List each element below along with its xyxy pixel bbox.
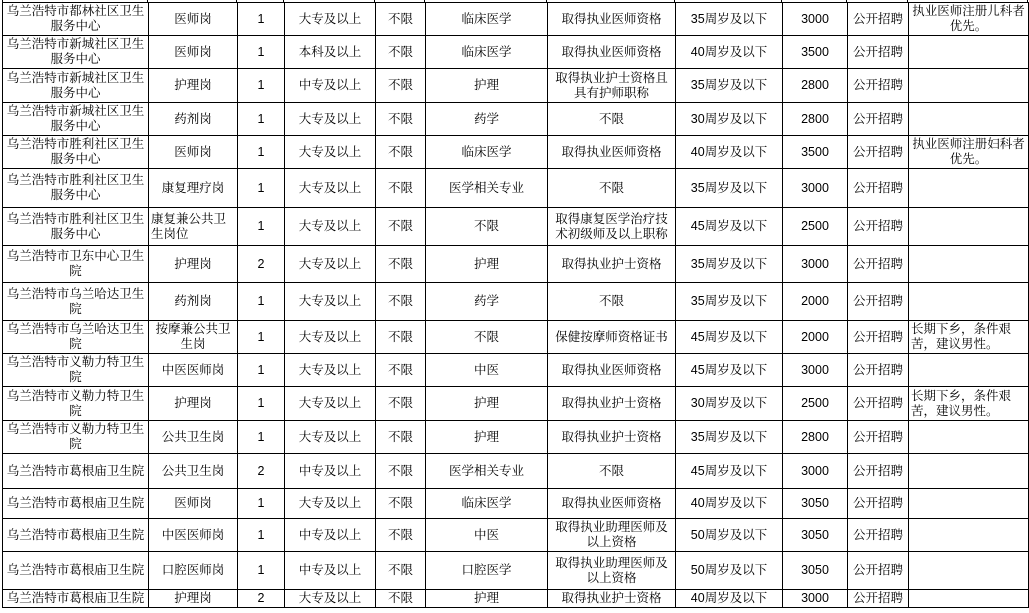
cell-age-limit: 35周岁及以下 <box>676 3 783 36</box>
cell-limit: 不限 <box>376 136 426 169</box>
cell-qualification: 取得执业医师资格 <box>548 3 676 36</box>
cell-post: 医师岗 <box>149 3 238 36</box>
cell-limit: 不限 <box>376 454 426 489</box>
cell-remark <box>909 208 1029 246</box>
cell-post: 护理岗 <box>149 69 238 103</box>
cell-post: 医师岗 <box>149 136 238 169</box>
cell-salary: 3000 <box>783 354 848 387</box>
cell-method: 公开招聘 <box>848 169 909 208</box>
cell-salary: 3050 <box>783 519 848 552</box>
cell-age-limit: 45周岁及以下 <box>676 354 783 387</box>
cell-method: 公开招聘 <box>848 36 909 69</box>
cell-education: 中专及以上 <box>285 454 376 489</box>
cell-headcount: 1 <box>238 489 285 519</box>
cell-method: 公开招聘 <box>848 421 909 454</box>
cell-remark <box>909 519 1029 552</box>
cell-salary: 2500 <box>783 387 848 421</box>
cell-major: 护理 <box>426 69 548 103</box>
cell-unit: 乌兰浩特市胜利社区卫生服务中心 <box>3 169 149 208</box>
cell-unit: 乌兰浩特市新城社区卫生服务中心 <box>3 36 149 69</box>
cell-limit: 不限 <box>376 103 426 136</box>
cell-qualification: 保健按摩师资格证书 <box>548 321 676 354</box>
cell-post: 中医医师岗 <box>149 519 238 552</box>
cell-post: 医师岗 <box>149 36 238 69</box>
table-row <box>3 36 1029 69</box>
cell-age-limit: 45周岁及以下 <box>676 454 783 489</box>
cell-education: 中专及以上 <box>285 519 376 552</box>
cell-salary: 2000 <box>783 283 848 321</box>
cell-headcount: 1 <box>238 208 285 246</box>
cell-major: 护理 <box>426 590 548 608</box>
cell-salary: 3500 <box>783 136 848 169</box>
cell-age-limit: 35周岁及以下 <box>676 283 783 321</box>
cell-post: 护理岗 <box>149 590 238 608</box>
cell-headcount: 1 <box>238 421 285 454</box>
cell-method: 公开招聘 <box>848 590 909 608</box>
cell-qualification: 不限 <box>548 169 676 208</box>
cell-headcount: 1 <box>238 387 285 421</box>
cell-headcount: 1 <box>238 283 285 321</box>
table-row <box>3 387 1029 421</box>
table-row <box>3 421 1029 454</box>
cell-major: 临床医学 <box>426 489 548 519</box>
cell-remark <box>909 103 1029 136</box>
cell-unit: 乌兰浩特市义勒力特卫生院 <box>3 354 149 387</box>
cell-method: 公开招聘 <box>848 246 909 283</box>
cell-headcount: 1 <box>238 3 285 36</box>
cell-age-limit: 50周岁及以下 <box>676 519 783 552</box>
cropped-row-above <box>2 0 1029 2</box>
cell-salary: 2800 <box>783 103 848 136</box>
cell-age-limit: 40周岁及以下 <box>676 136 783 169</box>
cell-qualification: 取得执业护士资格 <box>548 246 676 283</box>
cell-major: 临床医学 <box>426 36 548 69</box>
cell-headcount: 2 <box>238 454 285 489</box>
cell-qualification: 不限 <box>548 283 676 321</box>
cell-limit: 不限 <box>376 321 426 354</box>
table-row <box>3 246 1029 283</box>
cell-qualification: 取得执业医师资格 <box>548 36 676 69</box>
cell-post: 药剂岗 <box>149 103 238 136</box>
cell-limit: 不限 <box>376 552 426 590</box>
table-row <box>3 590 1029 608</box>
cell-headcount: 1 <box>238 169 285 208</box>
cell-limit: 不限 <box>376 489 426 519</box>
cell-post: 康复理疗岗 <box>149 169 238 208</box>
cell-education: 大专及以上 <box>285 208 376 246</box>
cell-remark: 长期下乡，条件艰苦，建议男性。 <box>909 321 1029 354</box>
cell-age-limit: 45周岁及以下 <box>676 321 783 354</box>
cell-post: 公共卫生岗 <box>149 454 238 489</box>
cell-major: 不限 <box>426 321 548 354</box>
cell-method: 公开招聘 <box>848 69 909 103</box>
cell-education: 大专及以上 <box>285 489 376 519</box>
cell-method: 公开招聘 <box>848 454 909 489</box>
cell-headcount: 1 <box>238 552 285 590</box>
table-row <box>3 354 1029 387</box>
cell-unit: 乌兰浩特市卫东中心卫生院 <box>3 246 149 283</box>
cell-remark <box>909 454 1029 489</box>
cell-major: 医学相关专业 <box>426 454 548 489</box>
cell-qualification: 取得执业护士资格 <box>548 421 676 454</box>
cell-unit: 乌兰浩特市葛根庙卫生院 <box>3 590 149 608</box>
cell-age-limit: 40周岁及以下 <box>676 590 783 608</box>
cell-qualification: 取得执业助理医师及以上资格 <box>548 552 676 590</box>
cell-remark <box>909 36 1029 69</box>
cell-limit: 不限 <box>376 421 426 454</box>
table-row <box>3 136 1029 169</box>
recruitment-positions-table <box>2 2 1029 608</box>
cell-limit: 不限 <box>376 69 426 103</box>
cell-major: 临床医学 <box>426 136 548 169</box>
cell-education: 大专及以上 <box>285 3 376 36</box>
cell-headcount: 1 <box>238 36 285 69</box>
cell-education: 大专及以上 <box>285 421 376 454</box>
cell-remark <box>909 552 1029 590</box>
cell-age-limit: 45周岁及以下 <box>676 208 783 246</box>
cell-education: 大专及以上 <box>285 136 376 169</box>
cell-limit: 不限 <box>376 169 426 208</box>
cell-headcount: 1 <box>238 69 285 103</box>
cell-qualification: 不限 <box>548 103 676 136</box>
cell-remark <box>909 590 1029 608</box>
cell-education: 中专及以上 <box>285 69 376 103</box>
cell-salary: 3000 <box>783 3 848 36</box>
table-row <box>3 169 1029 208</box>
table-body <box>3 3 1029 608</box>
cell-age-limit: 40周岁及以下 <box>676 36 783 69</box>
cell-method: 公开招聘 <box>848 519 909 552</box>
cell-remark: 执业医师注册儿科者优先。 <box>909 3 1029 36</box>
table-row <box>3 321 1029 354</box>
cell-post: 护理岗 <box>149 387 238 421</box>
cell-limit: 不限 <box>376 354 426 387</box>
cell-unit: 乌兰浩特市葛根庙卫生院 <box>3 454 149 489</box>
cell-major: 口腔医学 <box>426 552 548 590</box>
cell-remark <box>909 69 1029 103</box>
cell-headcount: 1 <box>238 519 285 552</box>
cell-salary: 2000 <box>783 321 848 354</box>
cell-unit: 乌兰浩特市葛根庙卫生院 <box>3 552 149 590</box>
cell-method: 公开招聘 <box>848 208 909 246</box>
cell-method: 公开招聘 <box>848 321 909 354</box>
table-row <box>3 3 1029 36</box>
cell-remark <box>909 354 1029 387</box>
cell-unit: 乌兰浩特市乌兰哈达卫生院 <box>3 321 149 354</box>
cell-salary: 3000 <box>783 454 848 489</box>
cell-limit: 不限 <box>376 387 426 421</box>
cell-unit: 乌兰浩特市乌兰哈达卫生院 <box>3 283 149 321</box>
cell-unit: 乌兰浩特市新城社区卫生服务中心 <box>3 103 149 136</box>
cell-post: 中医医师岗 <box>149 354 238 387</box>
cell-salary: 3500 <box>783 36 848 69</box>
cell-remark <box>909 489 1029 519</box>
cell-education: 中专及以上 <box>285 552 376 590</box>
cell-remark <box>909 169 1029 208</box>
cell-major: 不限 <box>426 208 548 246</box>
cell-major: 医学相关专业 <box>426 169 548 208</box>
cell-age-limit: 35周岁及以下 <box>676 246 783 283</box>
cell-salary: 2800 <box>783 69 848 103</box>
cell-unit: 乌兰浩特市葛根庙卫生院 <box>3 489 149 519</box>
cell-post: 医师岗 <box>149 489 238 519</box>
cell-headcount: 1 <box>238 103 285 136</box>
cell-unit: 乌兰浩特市义勒力特卫生院 <box>3 421 149 454</box>
table-row <box>3 103 1029 136</box>
cell-salary: 2500 <box>783 208 848 246</box>
cell-headcount: 2 <box>238 590 285 608</box>
cell-post: 护理岗 <box>149 246 238 283</box>
cell-remark: 长期下乡，条件艰苦，建议男性。 <box>909 387 1029 421</box>
cell-age-limit: 40周岁及以下 <box>676 489 783 519</box>
cell-major: 中医 <box>426 519 548 552</box>
table-row <box>3 489 1029 519</box>
cell-salary: 3000 <box>783 169 848 208</box>
cell-method: 公开招聘 <box>848 489 909 519</box>
cell-age-limit: 30周岁及以下 <box>676 103 783 136</box>
cell-major: 护理 <box>426 246 548 283</box>
cell-method: 公开招聘 <box>848 103 909 136</box>
cell-headcount: 1 <box>238 354 285 387</box>
cell-major: 中医 <box>426 354 548 387</box>
cell-unit: 乌兰浩特市都林社区卫生服务中心 <box>3 3 149 36</box>
table-row <box>3 552 1029 590</box>
cell-major: 临床医学 <box>426 3 548 36</box>
cell-education: 大专及以上 <box>285 169 376 208</box>
cell-major: 护理 <box>426 387 548 421</box>
cell-qualification: 取得执业助理医师及以上资格 <box>548 519 676 552</box>
cell-education: 大专及以上 <box>285 283 376 321</box>
cell-remark <box>909 283 1029 321</box>
cell-limit: 不限 <box>376 519 426 552</box>
cell-age-limit: 50周岁及以下 <box>676 552 783 590</box>
cell-post: 康复兼公共卫生岗位 <box>149 208 238 246</box>
cell-qualification: 取得执业医师资格 <box>548 136 676 169</box>
cell-method: 公开招聘 <box>848 3 909 36</box>
cell-qualification: 取得执业医师资格 <box>548 489 676 519</box>
cell-qualification: 取得执业护士资格且具有护师职称 <box>548 69 676 103</box>
cell-unit: 乌兰浩特市胜利社区卫生服务中心 <box>3 136 149 169</box>
cell-age-limit: 35周岁及以下 <box>676 421 783 454</box>
cell-qualification: 不限 <box>548 454 676 489</box>
cell-major: 药学 <box>426 283 548 321</box>
cell-salary: 2800 <box>783 421 848 454</box>
cell-unit: 乌兰浩特市胜利社区卫生服务中心 <box>3 208 149 246</box>
cell-education: 大专及以上 <box>285 590 376 608</box>
cell-age-limit: 30周岁及以下 <box>676 387 783 421</box>
cell-method: 公开招聘 <box>848 387 909 421</box>
cell-salary: 3050 <box>783 489 848 519</box>
cell-unit: 乌兰浩特市葛根庙卫生院 <box>3 519 149 552</box>
cell-education: 大专及以上 <box>285 103 376 136</box>
cell-major: 药学 <box>426 103 548 136</box>
cell-qualification: 取得执业护士资格 <box>548 590 676 608</box>
cell-salary: 3000 <box>783 246 848 283</box>
cell-post: 口腔医师岗 <box>149 552 238 590</box>
cell-education: 本科及以上 <box>285 36 376 69</box>
cell-salary: 3050 <box>783 552 848 590</box>
cell-headcount: 1 <box>238 136 285 169</box>
cell-education: 大专及以上 <box>285 321 376 354</box>
cell-age-limit: 35周岁及以下 <box>676 169 783 208</box>
cell-limit: 不限 <box>376 36 426 69</box>
cell-limit: 不限 <box>376 208 426 246</box>
cell-unit: 乌兰浩特市新城社区卫生服务中心 <box>3 69 149 103</box>
cell-remark: 执业医师注册妇科者优先。 <box>909 136 1029 169</box>
cell-education: 大专及以上 <box>285 354 376 387</box>
cell-remark <box>909 421 1029 454</box>
cell-limit: 不限 <box>376 3 426 36</box>
cell-qualification: 取得执业护士资格 <box>548 387 676 421</box>
cell-qualification: 取得执业医师资格 <box>548 354 676 387</box>
cell-method: 公开招聘 <box>848 354 909 387</box>
cell-method: 公开招聘 <box>848 552 909 590</box>
cell-education: 大专及以上 <box>285 387 376 421</box>
cell-limit: 不限 <box>376 246 426 283</box>
cell-remark <box>909 246 1029 283</box>
cell-education: 大专及以上 <box>285 246 376 283</box>
table-row <box>3 519 1029 552</box>
cell-method: 公开招聘 <box>848 283 909 321</box>
cell-limit: 不限 <box>376 283 426 321</box>
cell-limit: 不限 <box>376 590 426 608</box>
cell-headcount: 1 <box>238 321 285 354</box>
cell-salary: 3000 <box>783 590 848 608</box>
cell-method: 公开招聘 <box>848 136 909 169</box>
cell-post: 按摩兼公共卫生岗 <box>149 321 238 354</box>
table-row <box>3 208 1029 246</box>
cell-qualification: 取得康复医学治疗技术初级师及以上职称 <box>548 208 676 246</box>
table-row <box>3 454 1029 489</box>
cell-major: 护理 <box>426 421 548 454</box>
cell-post: 药剂岗 <box>149 283 238 321</box>
table-row <box>3 69 1029 103</box>
cell-age-limit: 35周岁及以下 <box>676 69 783 103</box>
table-row <box>3 283 1029 321</box>
cell-headcount: 2 <box>238 246 285 283</box>
cell-post: 公共卫生岗 <box>149 421 238 454</box>
cell-unit: 乌兰浩特市义勒力特卫生院 <box>3 387 149 421</box>
